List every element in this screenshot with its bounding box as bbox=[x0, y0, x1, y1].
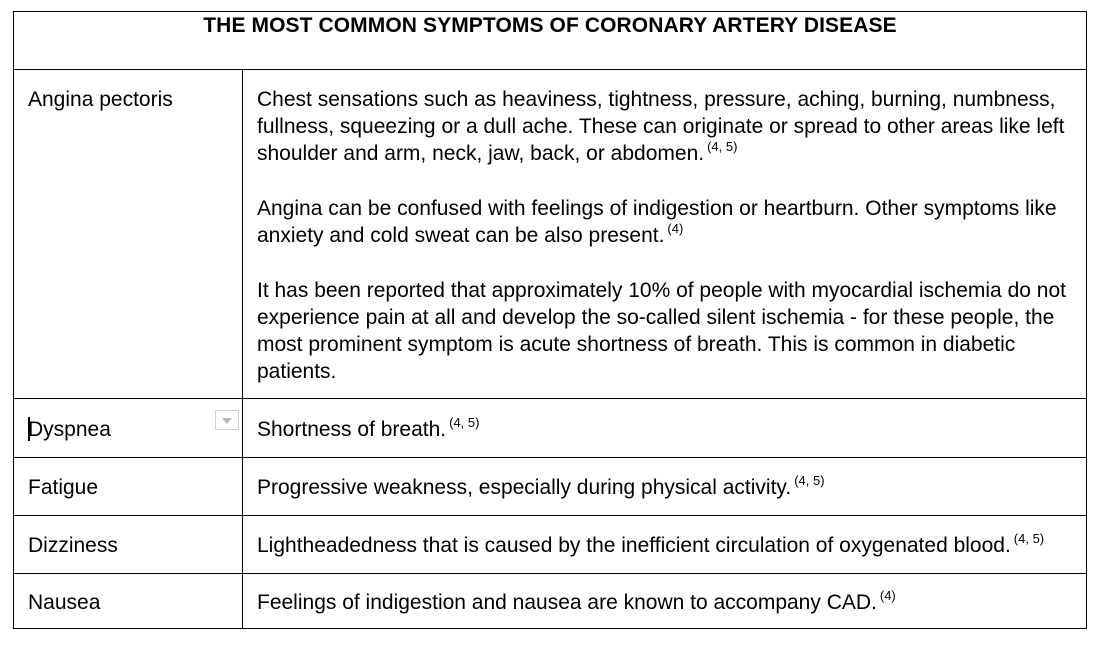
description-paragraph: Feelings of indigestion and nausea are known to accompany CAD. $^{(4)}$ bbox=[257, 587, 896, 614]
symptom-description-cell[interactable] bbox=[243, 516, 1087, 574]
table-row bbox=[14, 574, 1087, 629]
citation-ref: (4, 5) bbox=[794, 472, 825, 488]
description-paragraph: Angina can be confused with feelings of indigestion or heartburn. Other symptoms like anxiety and cold sweat can be also present. $^{(4)}$ bbox=[257, 197, 1057, 247]
symptom-name-cell[interactable] bbox=[14, 70, 243, 399]
symptom-name: Dyspnea bbox=[28, 418, 111, 441]
description-paragraph: Shortness of breath. $^{(4, 5)}$ bbox=[257, 414, 480, 441]
symptom-description-cell[interactable] bbox=[243, 574, 1087, 629]
description-paragraph: Chest sensations such as heaviness, tightness, pressure, aching, burning, numbness, fullness, squeezing or a dull ache. These can originate or spread to other areas like left shoulder and arm, neck, jaw, back, or abdomen. $^{(4, 5)}$ bbox=[257, 88, 1065, 165]
description-paragraph: Lightheadedness that is caused by the inefficient circulation of oxygenated blood. $^{(4, 5)}$ bbox=[257, 530, 1045, 557]
table-header-row bbox=[14, 12, 1087, 70]
symptom-name-cell[interactable] bbox=[14, 516, 243, 574]
symptom-description-cell[interactable] bbox=[243, 399, 1087, 458]
symptom-name-cell[interactable] bbox=[14, 399, 243, 458]
symptom-name: Dizziness bbox=[28, 534, 118, 557]
citation-ref: (4, 5) bbox=[1013, 530, 1045, 546]
description-paragraph: Progressive weakness, especially during physical activity. $^{(4, 5)}$ bbox=[257, 472, 825, 499]
symptom-name: Angina pectoris bbox=[28, 88, 173, 111]
table-row bbox=[14, 399, 1087, 458]
citation-ref: (4) bbox=[879, 587, 896, 603]
symptom-description-cell[interactable] bbox=[243, 70, 1087, 399]
symptom-name: Nausea bbox=[28, 591, 101, 614]
symptom-name: Fatigue bbox=[28, 476, 99, 499]
description-paragraph: It has been reported that approximately 10% of people with myocardial ischemia do not experience pain at all and develop the so-called silent ischemia - for these people, the most prominent symptom is acute shortness of breath. This is common in diabetic patients. bbox=[257, 279, 1066, 383]
symptom-name-cell[interactable] bbox=[14, 574, 243, 629]
table-row bbox=[14, 516, 1087, 574]
symptom-name-cell[interactable] bbox=[14, 458, 243, 516]
citation-ref: (4, 5) bbox=[449, 414, 480, 430]
citation-ref: (4, 5) bbox=[707, 138, 738, 154]
table-row bbox=[14, 458, 1087, 516]
table-row bbox=[14, 70, 1087, 399]
symptoms-table bbox=[13, 11, 1087, 629]
citation-ref: (4) bbox=[667, 220, 684, 236]
symptom-description-cell[interactable] bbox=[243, 458, 1087, 516]
table-title: THE MOST COMMON SYMPTOMS OF CORONARY ARTERY DISEASE bbox=[14, 12, 1087, 70]
chevron-down-icon[interactable] bbox=[215, 410, 239, 430]
